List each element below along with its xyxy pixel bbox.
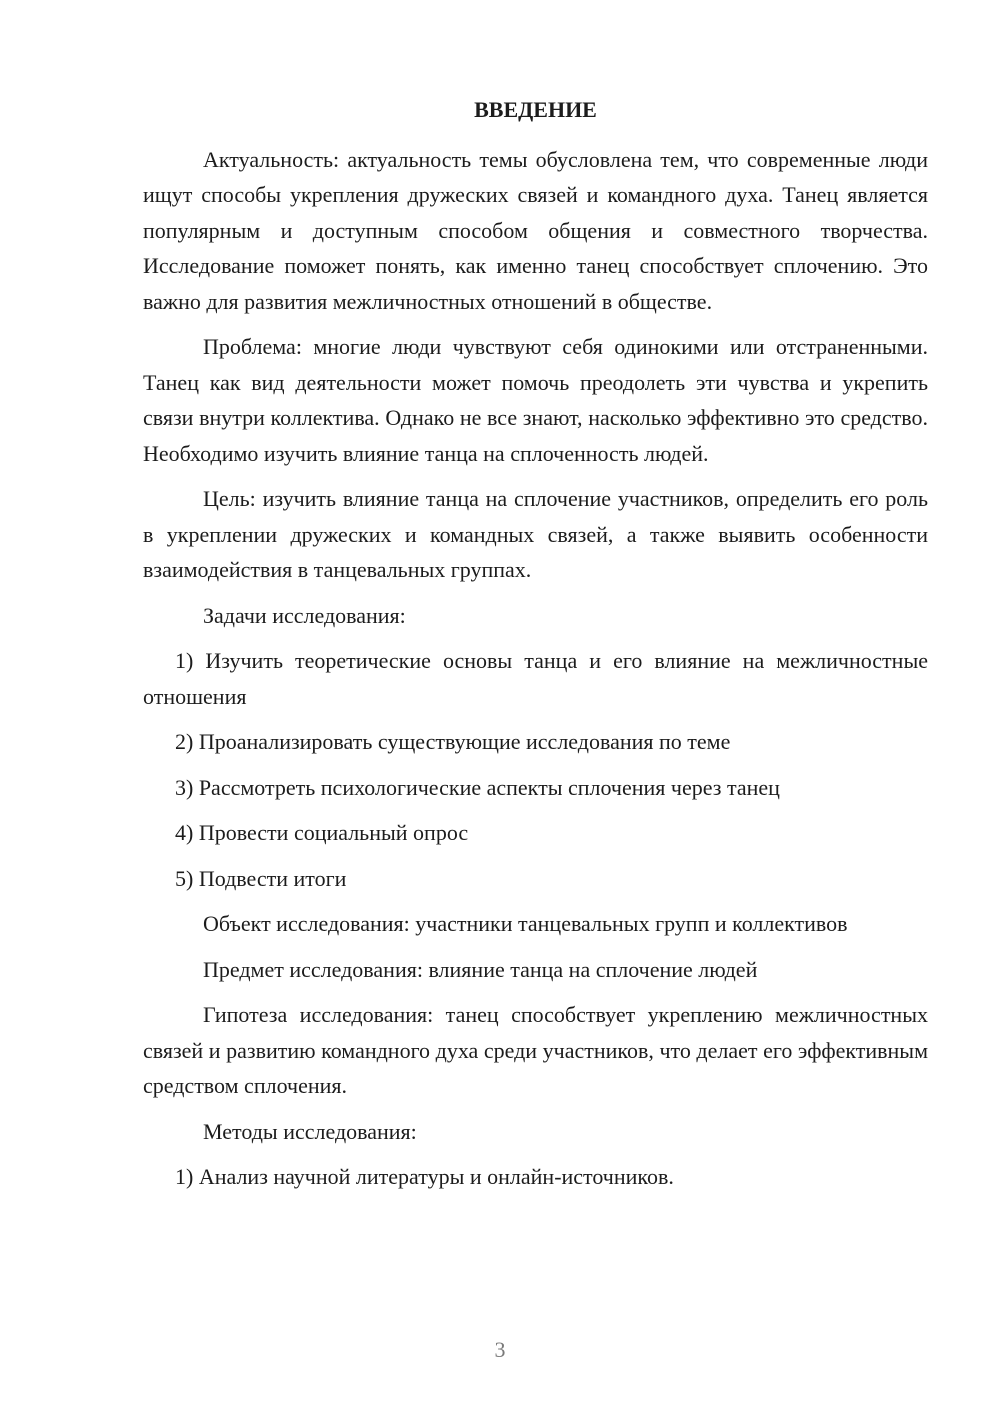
- task-item-5: 5) Подвести итоги: [175, 865, 347, 891]
- task-item-1: 1) Изучить теоретические основы танца и его влияние на межличностные отношения: [143, 648, 928, 709]
- goal-paragraph: Цель: изучить влияние танца на сплочение участников, определить его роль в укреплении дружеских и командных связей, а также выявить особенности взаимодействия в танцевальных группах.: [143, 486, 928, 582]
- problem-paragraph: Проблема: многие люди чувствуют себя одинокими или отстраненными. Танец как вид деятельности может помочь преодолеть эти чувства и укрепить связи внутри коллектива. Однако не все знают, насколько эффективно это средство. Необходимо изучить влияние танца на сплоченность людей.: [143, 334, 928, 466]
- task-item-2: 2) Проанализировать существующие исследования по теме: [175, 729, 731, 754]
- page-number: 3: [494, 1337, 506, 1362]
- subject-paragraph: Предмет исследования: влияние танца на сплочение людей: [203, 956, 758, 982]
- tasks-heading: Задачи исследования:: [203, 602, 406, 628]
- task-item-3: 3) Рассмотреть психологические аспекты сплочения через танец: [175, 774, 780, 800]
- relevance-paragraph: Актуальность: актуальность темы обусловлена тем, что современные люди ищут способы укрепления дружеских связей и командного духа. Танец является популярным и доступным способом общения и совместного творчества. Исследование поможет понять, как именно танец способствует сплочению. Это важно для развития межличностных отношений в обществе.: [143, 146, 928, 314]
- methods-heading: Методы исследования:: [203, 1118, 417, 1144]
- hypothesis-paragraph: Гипотеза исследования: танец способствует укреплению межличностных связей и развитию командного духа среди участников, что делает его эффективным средством сплочения.: [143, 1002, 928, 1098]
- task-item-4: 4) Провести социальный опрос: [175, 820, 469, 845]
- method-item-1: 1) Анализ научной литературы и онлайн-источников.: [175, 1164, 674, 1189]
- object-paragraph: Объект исследования: участники танцевальных групп и коллективов: [203, 911, 848, 936]
- section-title: ВВЕДЕНИЕ: [474, 97, 597, 122]
